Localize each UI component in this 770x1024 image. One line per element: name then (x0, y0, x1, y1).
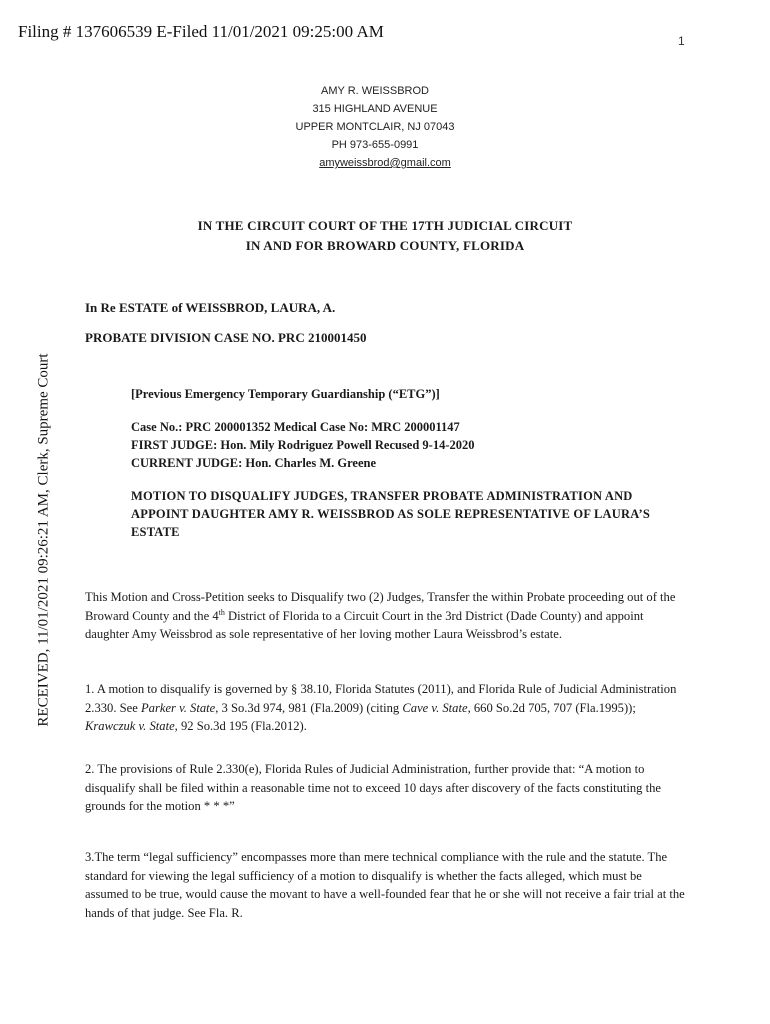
case-numbers: Case No.: PRC 200001352 Medical Case No: MRC 200001147 (131, 420, 460, 434)
case-info-block (131, 418, 691, 472)
citation-parker: Parker v. State (140, 700, 216, 715)
paragraph-1 (85, 680, 685, 736)
intro-paragraph (85, 588, 685, 644)
p1-text-c: , 660 So.2d 705, 707 (Fla.1995)); (467, 700, 636, 715)
case-caption-estate: In Re ESTATE of WEISSBROD, LAURA, A. (85, 300, 336, 315)
p1-text-b: , 3 So.3d 974, 981 (Fla.2009) (citing (215, 700, 403, 715)
received-stamp: RECEIVED, 11/01/2021 09:26:21 AM, Clerk, Supreme Court (35, 353, 52, 727)
sender-phone: PH 973-655-0991 (331, 139, 419, 151)
court-title-line1: IN THE CIRCUIT COURT OF THE 17TH JUDICIAL CIRCUIT (197, 218, 573, 233)
current-judge: CURRENT JUDGE: Hon. Charles M. Greene (131, 456, 377, 470)
intro-text-a: This Motion and Cross-Petition seeks to Disqualify two (2) Judges, Transfer the within Probate proceeding out of the Broward County and the 4 (85, 590, 676, 623)
first-judge: FIRST JUDGE: Hon. Mily Rodriguez Powell Recused 9-14-2020 (131, 438, 475, 452)
sender-name: AMY R. WEISSBROD (321, 85, 429, 97)
intro-text-b: District of Florida to a Circuit Court in the 3rd District (Dade County) and appoint daughter Amy Weissbrod as sole representative of her loving mother Laura Weissbrod’s estate. (85, 608, 644, 641)
sender-email: amyweissbrod@gmail.com (319, 157, 451, 169)
page-number: 1 (678, 34, 685, 48)
paragraph-3: 3.The term “legal sufficiency” encompasses more than mere technical compliance with the rule and the statute. The standard for viewing the legal sufficiency of a motion to disqualify is whether the facts alleged, which must be assumed to be true, would cause the movant to have a well-founded fear that he or she will not receive a fair trial at the hands of that judge. See Fla. R. (85, 850, 685, 920)
intro-superscript: th (218, 607, 225, 617)
prior-proceeding: [Previous Emergency Temporary Guardianship (“ETG”)] (131, 387, 440, 401)
citation-krawczuk: Krawczuk v. State (85, 719, 175, 733)
sender-city: UPPER MONTCLAIR, NJ 07043 (295, 121, 455, 133)
citation-cave: Cave v. State (402, 700, 468, 715)
sender-address-block (250, 82, 500, 172)
filing-header: Filing # 137606539 E-Filed 11/01/2021 09:25:00 AM (18, 22, 384, 41)
court-title-line2: IN AND FOR BROWARD COUNTY, FLORIDA (245, 238, 525, 253)
p1-text-a: 1. A motion to disqualify is governed by § 38.10, Florida Statutes (2011), and Florida Rule of Judicial Administration 2.330. See (85, 682, 677, 715)
court-title (100, 216, 670, 256)
paragraph-2: 2. The provisions of Rule 2.330(e), Florida Rules of Judicial Administration, further provide that: “A motion to disqualify shall be filed within a reasonable time not to exceed 10 days after discovery of the facts constituting the grounds for the motion * * *” (85, 762, 661, 813)
sender-street: 315 HIGHLAND AVENUE (312, 103, 438, 115)
p1-text-d: , 92 So.3d 195 (Fla.2012). (174, 719, 307, 733)
case-caption-number: PROBATE DIVISION CASE NO. PRC 210001450 (85, 330, 367, 345)
motion-title: MOTION TO DISQUALIFY JUDGES, TRANSFER PROBATE ADMINISTRATION AND APPOINT DAUGHTER AMY R. WEISSBROD AS SOLE REPRESENTATIVE OF LAURA’S ESTATE (131, 489, 651, 539)
